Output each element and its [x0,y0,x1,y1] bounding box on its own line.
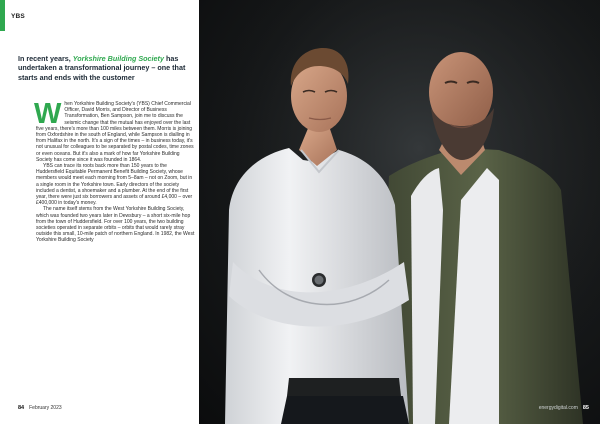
company-name-highlight: Yorkshire Building Society [72,54,164,63]
left-folio [18,405,62,411]
right-page-number: 85 [582,405,589,411]
portrait-photo [199,0,600,424]
drop-cap: W [34,98,62,130]
left-page [0,0,199,424]
paragraph-1 [34,98,196,163]
right-page [199,0,600,424]
section-tag: YBS [11,13,25,20]
right-folio [539,405,589,411]
issue-date: February 2023 [29,405,62,411]
website: energydigital.com [538,405,578,411]
paragraph-1-text: hen Yorkshire Building Society's (YBS) Chief Commercial Officer, David Morris, and Director of Business Transformation, Ben Sampson, join me to discuss the seismic change that the mutual has enjoyed over the last five years, there's more than 100 miles between them. Morris is joining from Oxfordshire in the south of England, while Sampson is dialling in from Halifax in the north. It's a sign of the times – in business today, it's not unusual for colleagues to be separated by postal codes, time zones or even oceans. But it's also a mark of how far Yorkshire Building Society has come since it was founded in 1864. [36,101,194,163]
standfirst-text-end: has undertaken a transformational journey – one that starts and ends with the customer [18,54,186,82]
paragraph-3: The name itself stems from the West Yorkshire Building Society, which was founded two years later in Dewsbury – a short six-mile hop from the town of Huddersfield. For over 100 years, the two building societies operated in separate orbits – orbits that would rarely stray outside this small, 10-mile patch of northern England. In 1982, the West Yorkshire Building Society [36,206,195,244]
section-tag-bar [0,0,5,31]
standfirst [18,54,198,82]
article-body [34,98,196,244]
paragraph-2: YBS can trace its roots back more than 150 years to the Huddersfield Equitable Permanent Benefit Building Society, whose members would meet each morning from 5–8am – not on Zoom, but in a single room in the Yorkshire town. Early directors of the society included a dentist, a shoemaker and a plumber. At the end of the first year, there were just six borrowers and assets of around £4,000 – over £400,000 in today's money. [36,163,193,207]
left-page-number: 84 [18,405,25,411]
standfirst-text: In recent years, [18,54,73,63]
